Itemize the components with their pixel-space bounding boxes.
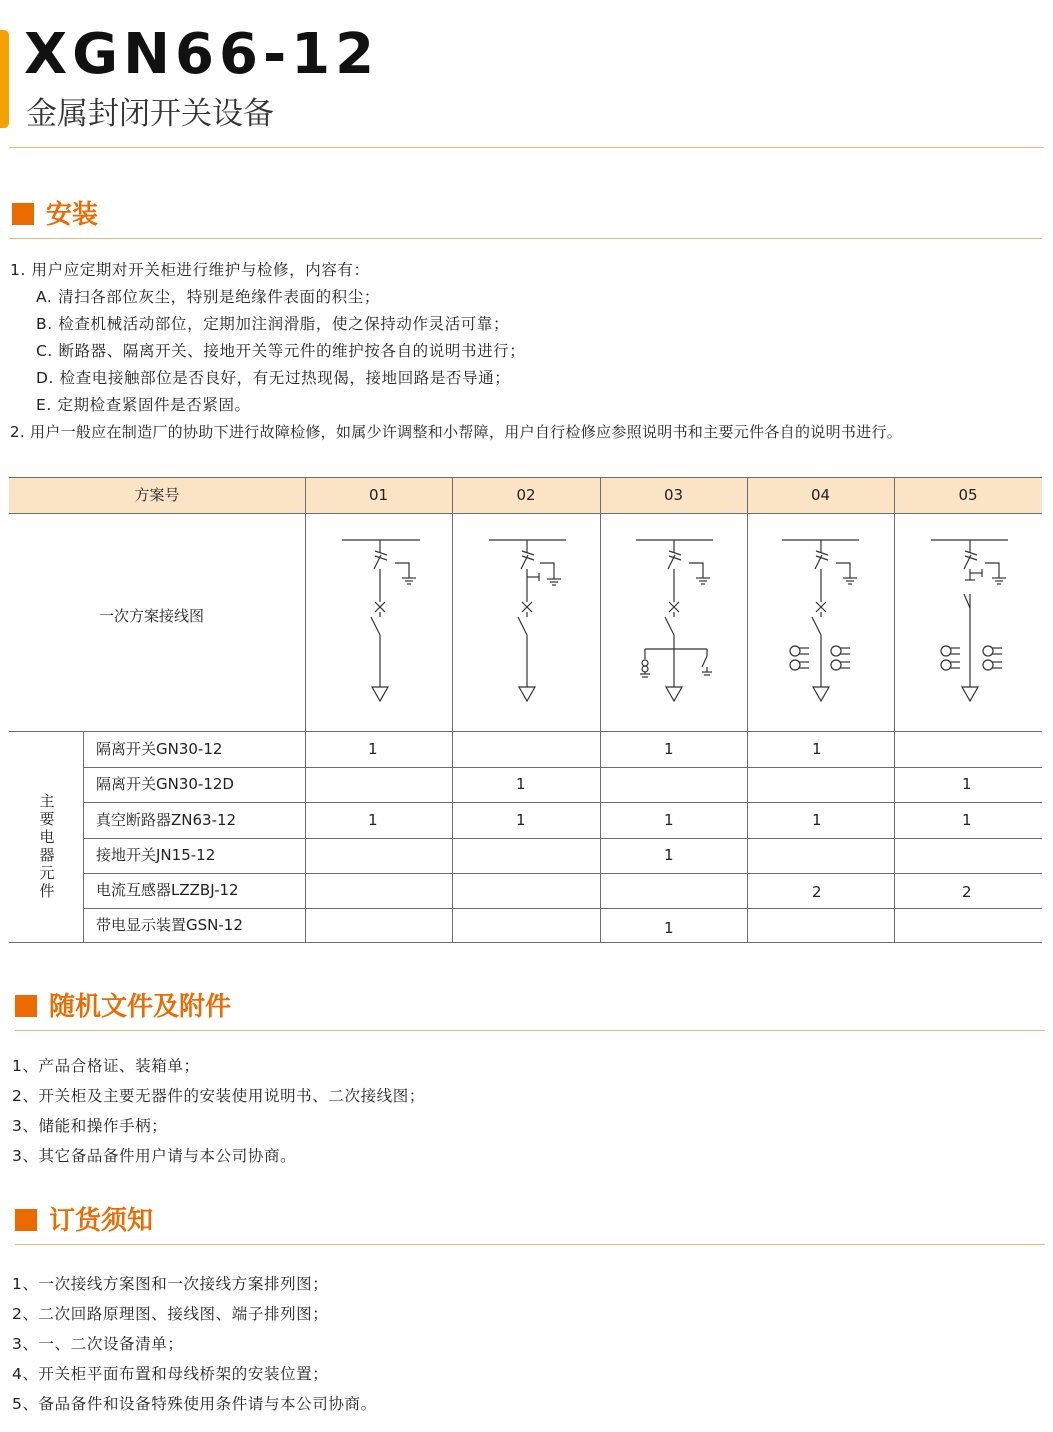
quantity-cell: 1 (664, 811, 674, 829)
section-install-label: 安装 (46, 200, 99, 230)
ordering-item: 3、一、二次设备清单； (12, 1335, 184, 1353)
install-line: E. 定期检查紧固件是否紧固。 (36, 396, 251, 414)
quantity-cell: 1 (516, 811, 526, 829)
install-line: C. 断路器、隔离开关、接地开关等元件的维护按各自的说明书进行； (36, 342, 526, 360)
install-line: A. 清扫各部位灰尘，特别是绝缘件表面的积尘； (36, 288, 380, 306)
scheme-col-01: 01 (368, 486, 389, 504)
header-divider (9, 147, 1044, 148)
scheme-table (9, 477, 1042, 943)
ordering-divider (15, 1244, 1045, 1245)
square-bullet-icon (15, 995, 37, 1017)
component-name: 电流互感器LZZBJ-12 (96, 881, 239, 899)
quantity-cell: 1 (368, 740, 378, 758)
ordering-item: 5、备品备件和设备特殊使用条件请与本公司协商。 (12, 1395, 377, 1413)
diagram-label: 一次方案接线图 (99, 607, 205, 625)
diagram-03 (636, 540, 713, 701)
quantity-cell: 2 (812, 883, 822, 901)
install-divider (9, 238, 1042, 239)
product-model: XGN66-12 (24, 22, 380, 87)
section-ordering-label: 订货须知 (49, 1206, 154, 1236)
square-bullet-icon (12, 203, 34, 225)
accessory-item: 1、产品合格证、装箱单； (12, 1057, 200, 1075)
install-line: 1. 用户应定期对开关柜进行维护与检修，内容有： (10, 261, 370, 279)
quantity-cell: 1 (516, 775, 526, 793)
quantity-cell: 1 (812, 740, 822, 758)
square-bullet-icon (15, 1209, 37, 1231)
quantity-cell: 1 (664, 846, 674, 864)
install-line: B. 检查机械活动部位，定期加注润滑脂，使之保持动作灵活可靠； (36, 315, 510, 333)
component-group-label: 主要电器元件 (39, 792, 55, 900)
component-name: 带电显示装置GSN-12 (96, 916, 243, 934)
accessory-item: 2、开关柜及主要无器件的安装使用说明书、二次接线图； (12, 1087, 425, 1105)
scheme-col-04: 04 (810, 486, 831, 504)
quantity-cell: 1 (368, 811, 378, 829)
scheme-col-02: 02 (516, 486, 536, 504)
section-install-title (12, 198, 98, 232)
quantity-cell: 2 (962, 883, 972, 901)
component-name: 真空断路器ZN63-12 (96, 811, 237, 829)
accessory-item: 3、储能和操作手柄； (12, 1117, 168, 1135)
ordering-item: 4、开关柜平面布置和母线桥架的安装位置； (12, 1365, 329, 1383)
component-name: 隔离开关GN30-12 (96, 740, 223, 758)
install-line: 2. 用户一般应在制造厂的协助下进行故障检修，如属少许调整和小帮障，用户自行检修应参照说明书和主要元件各自的说明书进行。 (10, 423, 903, 441)
quantity-cell: 1 (812, 811, 822, 829)
product-subtitle: 金属封闭开关设备 (26, 96, 274, 132)
accessory-item: 3、其它备品备件用户请与本公司协商。 (12, 1147, 297, 1165)
diagram-04 (782, 540, 859, 701)
diagram-02 (489, 540, 566, 701)
diagram-01 (342, 540, 420, 701)
quantity-cell: 1 (962, 811, 972, 829)
component-name: 隔离开关GN30-12D (96, 775, 234, 793)
accent-bar (0, 30, 9, 128)
ordering-item: 2、二次回路原理图、接线图、端子排列图； (12, 1305, 329, 1323)
scheme-col-03: 03 (663, 486, 684, 504)
quantity-cell: 1 (664, 740, 674, 758)
component-name: 接地开关JN15-12 (96, 846, 216, 864)
section-accessories-label: 随机文件及附件 (49, 992, 232, 1022)
section-ordering-title (15, 1204, 153, 1238)
diagram-05 (931, 540, 1008, 701)
scheme-col-05: 05 (958, 486, 978, 504)
install-line: D. 检查电接触部位是否良好，有无过热现偈，接地回路是否导通； (36, 369, 511, 387)
quantity-cell: 1 (962, 775, 972, 793)
section-accessories-title (15, 990, 231, 1024)
quantity-cell: 1 (664, 919, 674, 937)
accessories-divider (15, 1030, 1045, 1031)
ordering-item: 1、一次接线方案图和一次接线方案排列图； (12, 1275, 329, 1293)
scheme-number-header: 方案号 (134, 486, 180, 504)
